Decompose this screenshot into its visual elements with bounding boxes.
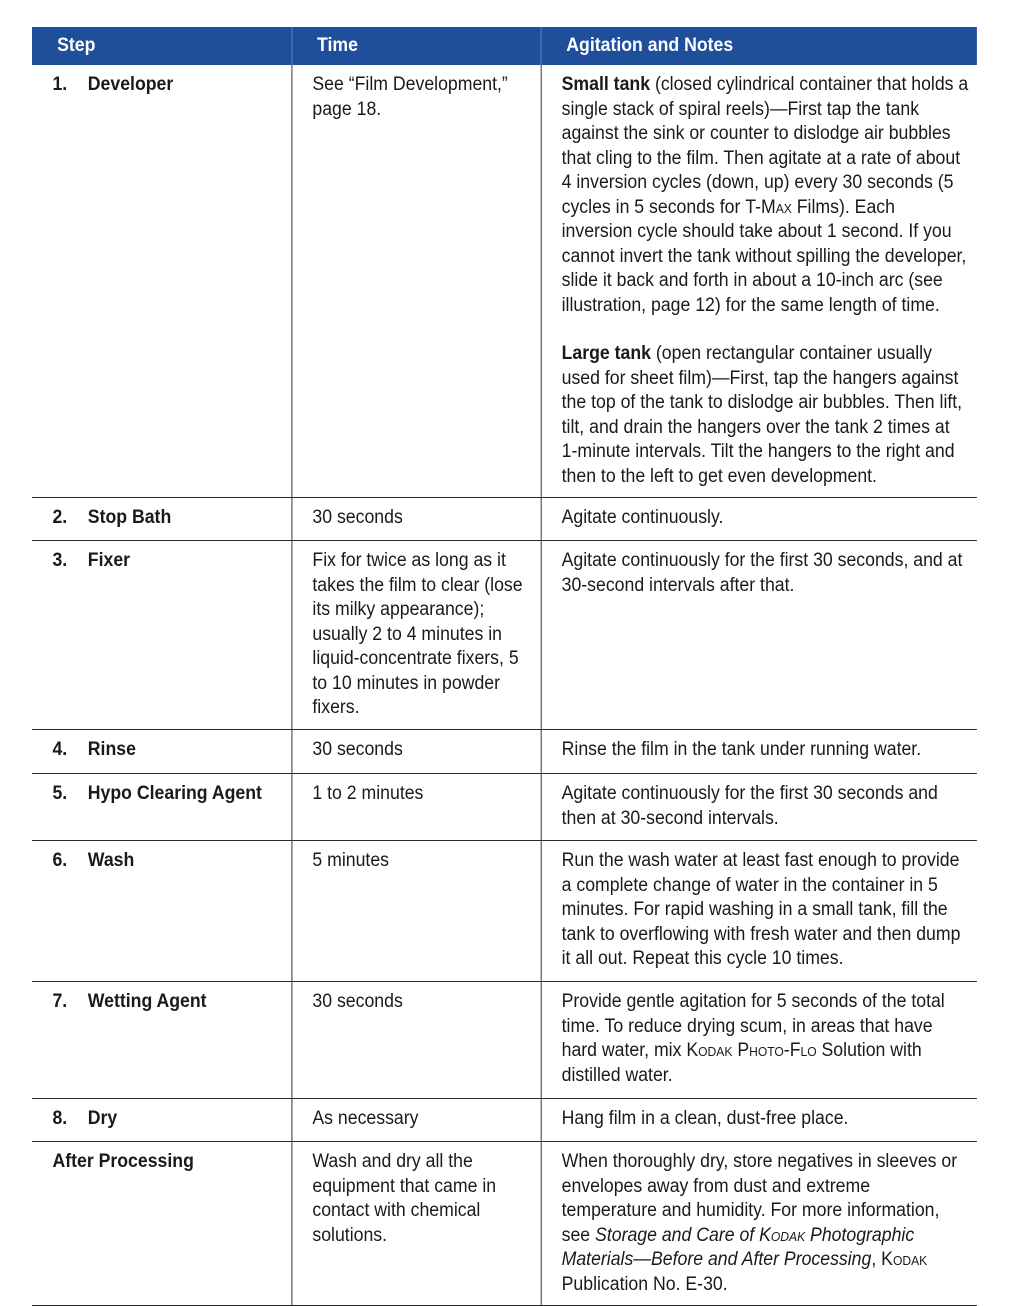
step-name: After Processing (52, 1151, 194, 1172)
notes-cell: Agitate continuously. (541, 498, 977, 541)
photo-flo-brand: Kodak Photo-Flo (686, 1040, 817, 1061)
step-cell (32, 730, 291, 774)
table-row-stop-bath (32, 498, 977, 541)
tmax-brand: T-Max (745, 196, 792, 218)
step-name: Wash (87, 850, 135, 871)
step-number: 5. (52, 783, 68, 804)
time-cell: 1 to 2 minutes (291, 774, 540, 841)
step-name: Wetting Agent (87, 991, 207, 1012)
step-number: 2. (52, 507, 68, 528)
publication-title-part: Storage and Care of (595, 1224, 760, 1246)
table-row-wash (32, 841, 977, 982)
step-cell (32, 541, 291, 730)
step-name: Dry (87, 1108, 118, 1129)
step-cell (32, 982, 291, 1099)
step-cell (32, 498, 291, 541)
step-number: 6. (52, 850, 68, 871)
notes-cell (541, 982, 977, 1099)
step-number: 4. (52, 739, 68, 760)
step-cell (32, 1142, 291, 1306)
notes-cell: Agitate continuously for the first 30 seconds and then at 30-second intervals. (541, 774, 977, 841)
kodak-brand: Kodak (881, 1249, 928, 1270)
table-row-dry (32, 1099, 977, 1142)
publication-title-part: Photographic Materials—Before and After Processing (561, 1224, 915, 1270)
wetting-text: Provide gentle agitation for 5 seconds of the total time. To reduce drying scum, in areas that have hard water, mix (561, 991, 945, 1061)
step-name: Developer (87, 74, 174, 95)
small-tank-paragraph (562, 73, 970, 318)
time-cell: Wash and dry all the equipment that came in contact with chemical solutions. (291, 1142, 540, 1306)
time-cell: 30 seconds (291, 982, 540, 1099)
header-notes: Agitation and Notes (541, 27, 977, 65)
small-tank-text-continued: Films). Each inversion cycle should take about 1 second. If you cannot invert the tank without spilling the developer, slide it back and forth in about a 10-inch arc (see illustration, page 12) for the same length of time. (561, 196, 967, 316)
step-cell (32, 774, 291, 841)
notes-cell: Agitate continuously for the first 30 seconds, and at 30-second intervals after that. (541, 541, 977, 730)
step-cell (32, 1099, 291, 1142)
notes-cell (541, 65, 977, 498)
table-row-wetting-agent (32, 982, 977, 1099)
notes-cell (541, 1142, 977, 1306)
time-cell: Fix for twice as long as it takes the film to clear (lose its milky appearance); usually 2 to 4 minutes in liquid-concentrate fixers, 5 to 10 minutes in powder fixers. (291, 541, 540, 730)
after-text-separator: , (871, 1249, 882, 1270)
time-cell: See “Film Development,” page 18. (291, 65, 540, 498)
small-tank-label: Small tank (561, 74, 651, 95)
after-text: When thoroughly dry, store negatives in sleeves or envelopes away from dust and extreme temperature and humidity. For more information, see (561, 1151, 958, 1246)
table-header (32, 27, 977, 65)
step-number: 8. (52, 1108, 68, 1129)
time-cell: 30 seconds (291, 730, 540, 774)
kodak-brand: Kodak (759, 1224, 806, 1246)
step-cell (32, 841, 291, 982)
step-name: Hypo Clearing Agent (87, 783, 262, 804)
header-time: Time (291, 27, 540, 65)
time-cell: 5 minutes (291, 841, 540, 982)
large-tank-label: Large tank (561, 343, 652, 364)
table-row-hypo-clearing-agent (32, 774, 977, 841)
step-number: 3. (52, 550, 68, 571)
step-name: Stop Bath (87, 507, 172, 528)
step-number: 7. (52, 991, 68, 1012)
notes-cell: Run the wash water at least fast enough to provide a complete change of water in the container in 5 minutes. For rapid washing in a small tank, fill the tank to overflowing with fresh water and then dump it all out. Repeat this cycle 10 times. (541, 841, 977, 982)
table-row-after-processing (32, 1142, 977, 1306)
step-name: Fixer (87, 550, 131, 571)
publication-title (562, 1225, 915, 1271)
publication-number: Publication No. E-30. (561, 1273, 728, 1295)
wetting-text-continued: Solution with distilled water. (561, 1040, 922, 1086)
table-row-rinse (32, 730, 977, 774)
notes-cell: Rinse the film in the tank under running water. (541, 730, 977, 774)
processing-steps-table (32, 27, 977, 1306)
time-cell: 30 seconds (291, 498, 540, 541)
large-tank-text: (open rectangular container usually used for sheet film)—First, tap the hangers against the top of the tank to dislodge air bubbles. Then lift, tilt, and drain the hangers over the tank 2 times at 1-minute intervals. Tilt the hangers to the right and then to the left to get even development. (561, 343, 963, 487)
notes-cell: Hang film in a clean, dust-free place. (541, 1099, 977, 1142)
header-step: Step (32, 27, 291, 65)
step-name: Rinse (87, 739, 136, 760)
time-cell: As necessary (291, 1099, 540, 1142)
table-row-fixer (32, 541, 977, 730)
step-number: 1. (52, 74, 68, 95)
step-cell (32, 65, 291, 498)
table-row-developer (32, 65, 977, 498)
small-tank-text: (closed cylindrical container that holds a single stack of spiral reels)—First tap the tank against the sink or counter to dislodge air bubbles that cling to the film. Then agitate at a rate of about 4 inversion cycles (down, up) every 30 seconds (5 cycles in 5 seconds for (561, 74, 969, 218)
large-tank-paragraph (562, 342, 970, 489)
